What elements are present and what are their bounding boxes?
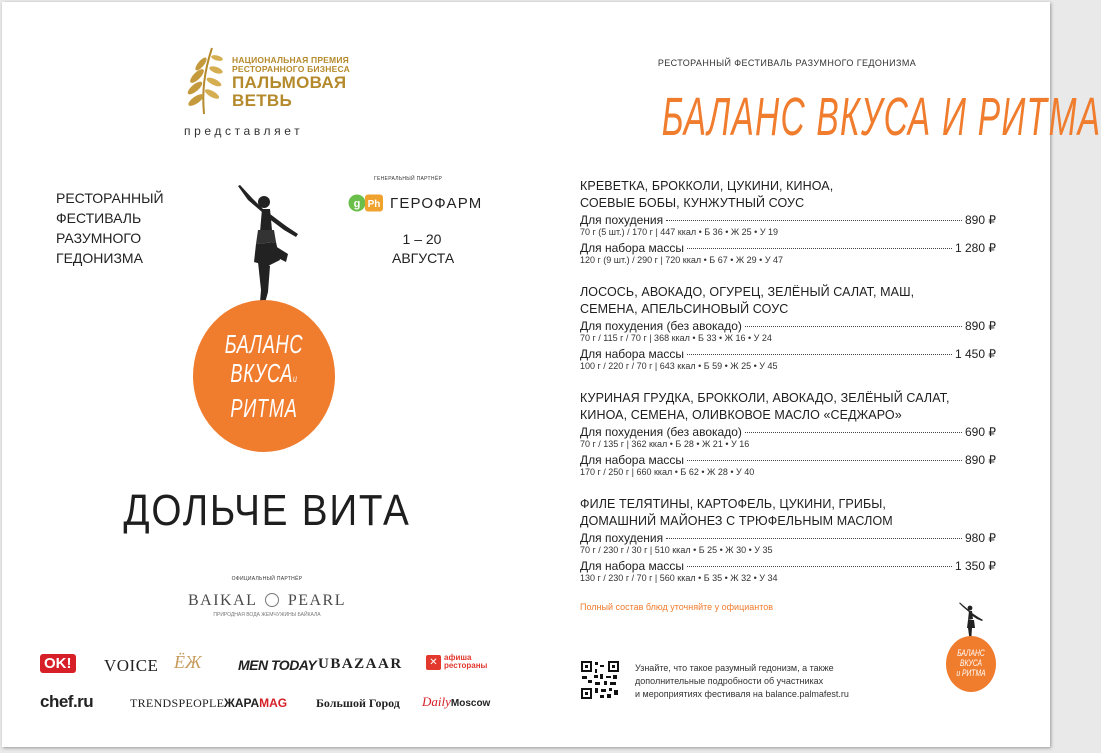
dish-4 [580, 496, 996, 587]
circle-line: БАЛАНС [224, 329, 304, 359]
award-logo [178, 42, 368, 122]
composition-note: Полный состав блюд уточняйте у официантов [580, 602, 774, 612]
option-nutrition: 130 г / 230 г / 70 г | 560 ккал • Б 35 • Ж 32 • У 34 [580, 573, 778, 583]
dish-name: СЕМЕНА, АПЕЛЬСИНОВЫЙ СОУС [580, 302, 789, 316]
dish-option [580, 453, 996, 478]
voice-logo: VOICE [104, 656, 159, 675]
ok-logo: OK! [40, 654, 76, 673]
festival-line: ГЕДОНИЗМА [56, 250, 143, 266]
restaurant-name: ДОЛЬЧЕ ВИТА [123, 486, 411, 535]
yozh-logo: ЁЖ [174, 652, 202, 672]
option-label: Для похудения [580, 213, 664, 227]
dish-name: КРЕВЕТКА, БРОККОЛИ, ЦУКИНИ, КИНОА, [580, 179, 834, 193]
festival-circle-logo [193, 300, 335, 452]
mentoday-logo: MEN TODAY [238, 657, 317, 673]
menu-title: БАЛАНС ВКУСА И РИТМА [661, 87, 1101, 147]
dish-option [580, 319, 996, 344]
general-partner-caption: ГЕНЕРАЛЬНЫЙ ПАРТНЁР [374, 176, 443, 182]
ubazaar-logo: UBAZAAR [318, 656, 403, 672]
trendspeople-logo: TRENDSPEOPLE [130, 696, 225, 710]
option-price: 890 ₽ [965, 213, 996, 227]
svg-text:Ph: Ph [367, 199, 381, 210]
award-line-1: НАЦИОНАЛЬНАЯ ПРЕМИЯ [232, 55, 349, 65]
menu-sheet [2, 2, 1101, 747]
option-nutrition: 70 г (5 шт.) / 170 г | 447 ккал • Б 36 • Ж 25 • У 19 [580, 227, 779, 237]
dish-option [580, 425, 996, 450]
bolshoy-gorod-logo: Большой Город [316, 696, 400, 710]
dish-option [580, 559, 996, 584]
dish-option [580, 213, 996, 238]
option-label: Для набора массы [580, 347, 685, 361]
dish-name: ФИЛЕ ТЕЛЯТИНЫ, КАРТОФЕЛЬ, ЦУКИНИ, ГРИБЫ, [580, 497, 886, 511]
daily-moscow-logo: DailyMoscow [422, 694, 491, 709]
dish-option [580, 347, 996, 372]
dates-range: 1 – 20 [402, 231, 442, 247]
dish-name: ДОМАШНИЙ МАЙОНЕЗ С ТРЮФЕЛЬНЫМ МАСЛОМ [580, 514, 893, 528]
dish-2 [580, 284, 996, 375]
dish-name: ЛОСОСЬ, АВОКАДО, ОГУРЕЦ, ЗЕЛЁНЫЙ САЛАТ, МАШ, [580, 285, 915, 299]
afisha-logo: ✕ афиша рестораны [426, 654, 487, 670]
festival-subtitle: РЕСТОРАННЫЙ ФЕСТИВАЛЬ РАЗУМНОГО ГЕДОНИЗМА [657, 58, 917, 68]
general-partner-logo [348, 192, 482, 214]
option-price: 980 ₽ [965, 531, 996, 545]
option-label: Для набора массы [580, 241, 685, 255]
dish-option [580, 531, 996, 556]
dates-month: АВГУСТА [392, 250, 455, 266]
dish-name: КИНОА, СЕМЕНА, ОЛИВКОВОЕ МАСЛО «СЕДЖАРО» [580, 408, 902, 422]
dish-name: СОЕВЫЕ БОБЫ, КУНЖУТНЫЙ СОУС [580, 196, 805, 210]
more-info-text: Узнайте, что такое разумный гедонизм, а также дополнительные подробности об участниках и мероприятиях фестиваля на balance.palmafest.ru [635, 663, 849, 699]
award-line-3: ПАЛЬМОВАЯ [232, 72, 347, 92]
option-price: 890 ₽ [965, 453, 996, 467]
option-nutrition: 70 г / 135 г | 362 ккал • Б 28 • Ж 21 • У 16 [580, 439, 750, 449]
circle-line: ВКУСАи [230, 358, 298, 388]
svg-text:g: g [353, 198, 361, 210]
award-line-2: РЕСТОРАННОГО БИЗНЕСА [232, 63, 350, 74]
qr-code-icon[interactable] [580, 660, 620, 700]
option-label: Для набора массы [580, 453, 685, 467]
option-nutrition: 70 г / 230 г / 30 г | 510 ккал • Б 25 • Ж 30 • У 35 [580, 545, 773, 555]
presents-text: представляет [184, 124, 304, 138]
right-panel [532, 2, 1101, 747]
option-label: Для похудения (без авокадо) [580, 425, 742, 439]
option-price: 1 350 ₽ [955, 559, 996, 573]
chef-logo: chef.ru [40, 692, 94, 711]
option-label: Для похудения [580, 531, 664, 545]
circle-line: РИТМА [230, 393, 298, 423]
official-partner-logo: BAIKAL PEARL [187, 592, 346, 609]
dish-name: КУРИНАЯ ГРУДКА, БРОККОЛИ, АВОКАДО, ЗЕЛЁНЫЙ САЛАТ, [580, 391, 950, 405]
general-partner-name: ГЕРОФАРМ [390, 194, 483, 212]
festival-line: РАЗУМНОГО [56, 230, 142, 246]
award-text [232, 56, 350, 110]
option-nutrition: 70 г / 115 г / 70 г | 368 ккал • Б 33 • Ж 16 • У 24 [580, 333, 772, 343]
fork-knife-icon: ✕ [426, 655, 441, 670]
official-partner-subtitle: ПРИРОДНАЯ ВОДА ЖЕМЧУЖИНЫ БАЙКАЛА [213, 612, 321, 618]
dish-3 [580, 390, 996, 481]
zhara-logo: ЖАРАMAG [224, 696, 288, 710]
option-price: 1 450 ₽ [955, 347, 996, 361]
festival-name [56, 188, 164, 268]
dish-1 [580, 178, 996, 269]
festival-line: РЕСТОРАННЫЙ [56, 190, 164, 206]
option-price: 690 ₽ [965, 425, 996, 439]
option-nutrition: 100 г / 220 г / 70 г | 643 ккал • Б 59 • Ж 25 • У 45 [580, 361, 778, 371]
option-label: Для набора массы [580, 559, 685, 573]
festival-dates [392, 230, 455, 268]
option-price: 1 280 ₽ [955, 241, 996, 255]
ballerina-icon [228, 182, 308, 318]
festival-line: ФЕСТИВАЛЬ [56, 210, 142, 226]
pearl-icon [265, 593, 279, 607]
option-label: Для похудения (без авокадо) [580, 319, 742, 333]
option-nutrition: 120 г (9 шт.) / 290 г | 720 ккал • Б 67 • Ж 29 • У 47 [580, 255, 784, 265]
circle-text [214, 330, 313, 423]
award-line-4: ВЕТВЬ [232, 90, 292, 110]
left-panel [2, 2, 532, 747]
dish-option [580, 241, 996, 266]
festival-small-logo: БАЛАНС ВКУСА и РИТМА [942, 602, 1012, 698]
option-price: 890 ₽ [965, 319, 996, 333]
option-nutrition: 170 г / 250 г | 660 ккал • Б 62 • Ж 28 • У 40 [580, 467, 755, 477]
official-partner-caption: ОФИЦИАЛЬНЫЙ ПАРТНЁР [231, 576, 303, 582]
gerofarm-logo-icon [348, 193, 384, 213]
palm-branch-icon [178, 42, 230, 116]
